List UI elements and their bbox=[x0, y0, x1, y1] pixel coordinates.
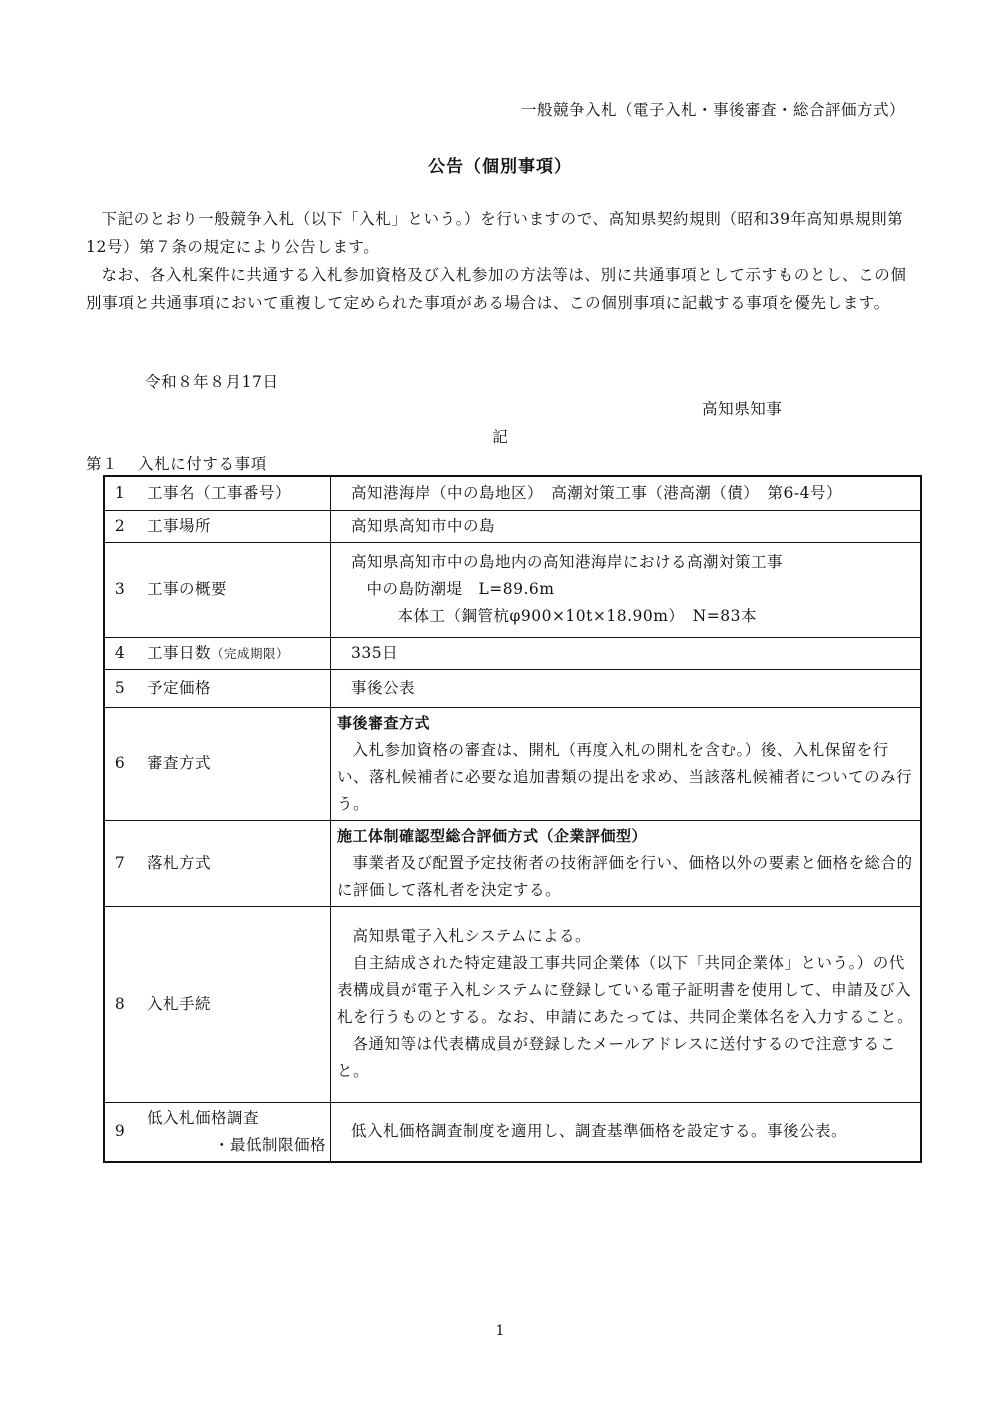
item-number: 7 bbox=[104, 820, 135, 906]
item-value bbox=[331, 820, 922, 906]
procedure-paragraph-3: 各通知等は代表構成員が登録したメールアドレスに送付するので注意すること。 bbox=[337, 1035, 896, 1080]
item-number: 2 bbox=[104, 510, 135, 542]
intro-paragraph-2: なお、各入札案件に共通する入札参加資格及び入札参加の方法等は、別に共通事項として示すものとし、この個別事項と共通事項において重複して定められた事項がある場合は、この個別事項に記載する事項を優先します。 bbox=[86, 266, 907, 312]
section-title: 入札に付する事項 bbox=[138, 455, 267, 473]
item-body: 事業者及び配置予定技術者の技術評価を行い、価格以外の要素と価格を総合的に評価して落札者を決定する。 bbox=[337, 853, 913, 899]
table-row bbox=[104, 510, 921, 542]
table-row bbox=[104, 476, 921, 510]
item-label bbox=[135, 1102, 331, 1162]
item-heading: 事後審査方式 bbox=[337, 713, 431, 732]
item-label-note: （完成期限） bbox=[211, 645, 290, 661]
item-label-sub: ・最低制限価格 bbox=[213, 1135, 326, 1154]
item-number: 4 bbox=[104, 637, 135, 669]
item-number: 9 bbox=[104, 1102, 135, 1162]
overview-line-3: 本体工（鋼管杭φ900×10t×18.90m） N=83本 bbox=[397, 607, 757, 625]
intro-paragraph-1: 下記のとおり一般競争入札（以下「入札」という。）を行いますので、高知県契約規則（昭和39年高知県規則第12号）第７条の規定により公告します。 bbox=[86, 210, 904, 256]
item-value: 事後公表 bbox=[331, 669, 922, 707]
item-label: 予定価格 bbox=[135, 669, 331, 707]
item-label: 審査方式 bbox=[135, 707, 331, 820]
item-label: 工事場所 bbox=[135, 510, 331, 542]
ki-mark: 記 bbox=[492, 428, 508, 446]
item-value bbox=[331, 707, 922, 820]
page-number: 1 bbox=[495, 1323, 505, 1339]
overview-line-2: 中の島防潮堤 L=89.6m bbox=[366, 580, 555, 598]
page-title: 公告（個別事項） bbox=[428, 157, 572, 177]
item-value bbox=[331, 542, 922, 637]
item-number: 6 bbox=[104, 707, 135, 820]
bid-method-header: 一般競争入札（電子入札・事後審査・総合評価方式） bbox=[520, 101, 905, 119]
intro-text bbox=[86, 205, 916, 317]
table-row bbox=[104, 707, 921, 820]
item-label bbox=[135, 637, 331, 669]
item-value: 高知港海岸（中の島地区） 高潮対策工事（港高潮（債） 第6-4号） bbox=[331, 476, 922, 510]
items-table bbox=[103, 475, 922, 1163]
issuer: 高知県知事 bbox=[702, 400, 783, 418]
item-value: 低入札価格調査制度を適用し、調査基準価格を設定する。事後公表。 bbox=[331, 1102, 922, 1162]
table-row bbox=[104, 542, 921, 637]
section-number: 第１ bbox=[86, 455, 119, 473]
item-value: 高知県高知市中の島 bbox=[331, 510, 922, 542]
table-row bbox=[104, 820, 921, 906]
item-number: 3 bbox=[104, 542, 135, 637]
item-label: 工事名（工事番号） bbox=[135, 476, 331, 510]
section-heading bbox=[86, 452, 267, 474]
procedure-paragraph-2: 自主結成された特定建設工事共同企業体（以下「共同企業体」という。）の代表構成員が電子入札システムに登録している電子証明書を使用して、申請及び入札を行うものとする。なお、申請にあたっては、共同企業体名を入力すること。 bbox=[337, 954, 914, 1026]
item-label: 工事の概要 bbox=[135, 542, 331, 637]
item-label: 入札手続 bbox=[135, 906, 331, 1102]
item-number: 5 bbox=[104, 669, 135, 707]
overview-line-1: 高知県高知市中の島地内の高知港海岸における高潮対策工事 bbox=[351, 553, 784, 571]
item-label-main: 低入札価格調査 bbox=[147, 1108, 260, 1127]
procedure-paragraph-1: 高知県電子入札システムによる。 bbox=[352, 927, 591, 945]
item-number: 1 bbox=[104, 476, 135, 510]
item-label-main: 工事日数 bbox=[147, 643, 212, 662]
table-row bbox=[104, 1102, 921, 1162]
item-heading: 施工体制確認型総合評価方式（企業評価型） bbox=[337, 826, 648, 845]
item-label: 落札方式 bbox=[135, 820, 331, 906]
item-body: 入札参加資格の審査は、開札（再度入札の開札を含む。）後、入札保留を行い、落札候補者に必要な追加書類の提出を求め、当該落札候補者についてのみ行う。 bbox=[337, 740, 913, 813]
table-row bbox=[104, 637, 921, 669]
item-value bbox=[331, 906, 922, 1102]
notice-date: 令和８年８月17日 bbox=[145, 373, 279, 391]
item-value: 335日 bbox=[331, 637, 922, 669]
table-row bbox=[104, 669, 921, 707]
item-number: 8 bbox=[104, 906, 135, 1102]
table-row bbox=[104, 906, 921, 1102]
